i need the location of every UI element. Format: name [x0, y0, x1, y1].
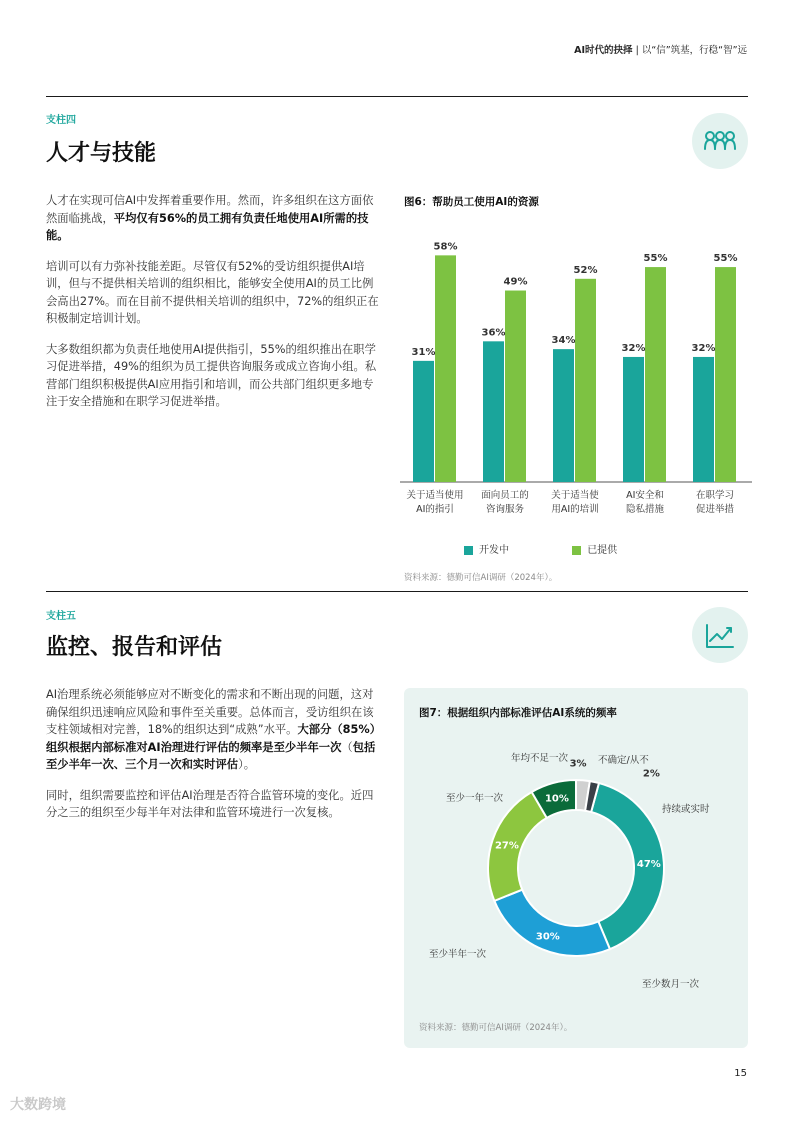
section-title: 人才与技能	[46, 141, 157, 166]
slice-name-label: 不确定/从不	[598, 755, 649, 766]
category-label: 在职学习	[695, 490, 735, 501]
pillar-label: 支柱四	[46, 115, 76, 126]
category-label: 用AI的培训	[551, 504, 599, 515]
category-label: AI安全和	[626, 490, 664, 501]
bar	[693, 357, 714, 482]
category-label: 面向员工的	[481, 490, 529, 501]
line-chart-icon	[692, 607, 748, 663]
bar	[623, 357, 644, 482]
bar	[483, 341, 504, 482]
section-divider	[46, 591, 748, 592]
category-label: 关于适当使用	[406, 490, 464, 501]
people-icon	[692, 113, 748, 169]
paragraph: 大多数组织都为负责任地使用AI提供指引，55%的组织推出在职学习促进举措，49%的组织为员工提供咨询服务或成立咨询小组。私营部门组织积极提供AI应用指引和培训，而公共部门组织更多地专注于安全措施和在职学习促进举措。	[46, 342, 377, 408]
header-separator: |	[635, 45, 639, 56]
bar-value-label: 55%	[643, 253, 668, 265]
paragraph: 同时，组织需要监控和评估AI治理是否符合监管环境的变化。近四分之三的组织至少每半年对法律和监管环境进行一次复核。	[46, 788, 374, 819]
legend-swatch	[572, 546, 581, 555]
category-label: 关于适当使	[551, 490, 599, 501]
running-header	[574, 42, 747, 56]
section1-body	[46, 192, 384, 424]
legend-swatch	[464, 546, 473, 555]
slice-percent-label: 2%	[642, 768, 660, 780]
bar	[575, 279, 596, 482]
bar	[715, 267, 736, 482]
figure7-source: 资料来源：德勤可信AI调研（2024年）。	[419, 1023, 573, 1033]
figure6-bar-chart	[396, 220, 756, 520]
bar-value-label: 55%	[713, 253, 738, 265]
figure6-source: 资料来源：德勤可信AI调研（2024年）。	[404, 573, 558, 583]
figure6-legend	[464, 541, 677, 556]
section2-body	[46, 686, 384, 835]
bar	[645, 267, 666, 482]
category-label: 促进举措	[695, 504, 735, 515]
slice-percent-label: 3%	[569, 758, 587, 770]
category-label: 咨询服务	[485, 504, 525, 515]
bar-value-label: 34%	[551, 335, 576, 347]
slice-name-label: 至少一年一次	[446, 793, 504, 804]
paragraph: 培训可以有力弥补技能差距。尽管仅有52%的受访组织提供AI培训，但与不提供相关培训的组织相比，能够安全使用AI的员工比例会高出27%。而在目前不提供相关培训的组织中，72%的组织正在积极制定培训计划。	[46, 259, 379, 325]
slice-name-label: 至少半年一次	[429, 949, 487, 960]
bar-value-label: 32%	[621, 342, 646, 354]
figure6-title: 图6：帮助员工使用AI的资源	[404, 196, 539, 208]
pillar-label: 支柱五	[46, 611, 76, 622]
bar-value-label: 36%	[481, 327, 506, 339]
slice-percent-label: 47%	[636, 859, 661, 871]
bar	[413, 361, 434, 482]
bar-value-label: 58%	[433, 241, 458, 253]
category-label: 隐私措施	[625, 504, 665, 515]
bar	[553, 349, 574, 482]
legend-item-developing: 开发中	[464, 545, 509, 556]
section-title: 监控、报告和评估	[46, 635, 223, 660]
page-number: 15	[734, 1068, 747, 1079]
bar-value-label: 49%	[503, 276, 528, 288]
figure7-title: 图7：根据组织内部标准评估AI系统的频率	[419, 707, 617, 719]
category-label: AI的指引	[416, 504, 454, 515]
figure7-donut-chart	[404, 730, 748, 1010]
paragraph: 人才在实现可信AI中发挥着重要作用。然而，许多组织在这方面依然面临挑战，平均仅有56%的员工拥有负责任地使用AI所需的技能。	[46, 194, 374, 242]
slice-percent-label: 10%	[544, 793, 569, 805]
watermark: 大数跨境	[10, 1097, 66, 1113]
bar-value-label: 32%	[691, 342, 716, 354]
slice-percent-label: 27%	[494, 840, 519, 852]
header-subtitle: 以“信”筑基，行稳“智”远	[641, 45, 747, 56]
bar	[505, 291, 526, 482]
slice-name-label: 至少数月一次	[642, 979, 700, 990]
header-divider	[46, 96, 748, 97]
legend-item-provided: 已提供	[572, 545, 617, 556]
donut-slice	[494, 890, 610, 956]
bar-value-label: 52%	[573, 264, 598, 276]
bar-value-label: 31%	[411, 346, 436, 358]
slice-percent-label: 30%	[535, 931, 560, 943]
paragraph: AI治理系统必须能够应对不断变化的需求和不断出现的问题，这对确保组织迅速响应风险和事件至关重要。总体而言，受访组织在该支柱领域相对完善，18%的组织达到“成熟”水平。大部分（85%）组织根据内部标准对AI治理进行评估的频率是至少半年一次（包括至少半年一次、三个月一次和实时评估）。	[46, 688, 381, 771]
slice-name-label: 持续或实时	[662, 804, 710, 815]
slice-name-label: 年均不足一次	[511, 753, 569, 764]
bar	[435, 255, 456, 482]
header-title: AI时代的抉择	[574, 45, 633, 56]
